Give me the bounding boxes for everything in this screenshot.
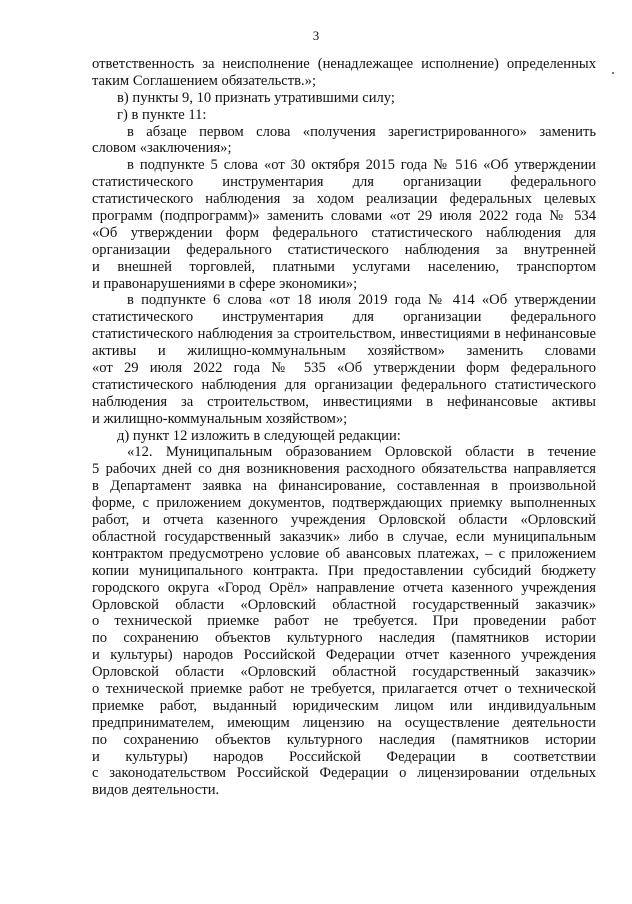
text-line: и правонарушениями в сфере экономики»; (92, 275, 358, 292)
text-line: приемке работ, выданный юридическим лицом или индивидуальным (92, 697, 596, 714)
text-line: копии муниципального контракта. При предоставлении субсидий бюджету (92, 562, 596, 579)
text-line: о технической приемке работ не требуется, прилагается отчет о технической (92, 680, 596, 697)
text-line: организации федерального статистического наблюдения за внутренней (92, 241, 596, 258)
text-line: программ (подпрограмм)» заменить словами «от 29 июля 2022 года № 534 (92, 208, 596, 225)
text-line: Орловской области «Орловский областной государственный заказчик» (92, 664, 596, 681)
text-line: «Об утверждении форм федерального статистического наблюдения для (92, 224, 596, 241)
text-line: 5 рабочих дней со дня возникновения расходного обязательства направляется (92, 461, 596, 478)
text-line: активы и жилищно-коммунальным хозяйством» заменить словами (92, 343, 596, 360)
text-line: статистического наблюдения для организации федерального статистического (92, 376, 596, 393)
text-line: в подпункте 5 слова «от 30 октября 2015 года № 516 «Об утверждении (127, 157, 596, 174)
text-line: контрактом предусмотрено условие об авансовых платежах, – с приложением (92, 545, 596, 562)
scan-speck (612, 72, 614, 74)
text-line: с законодательством Российской Федерации о лицензировании отдельных (92, 765, 596, 782)
text-line: работ, и отчета казенного учреждения Орловской области «Орловский (92, 512, 596, 529)
text-line: ответственность за неисполнение (ненадлежащее исполнение) определенных (92, 56, 596, 72)
text-line: в абзаце первом слова «получения зарегистрированного» заменить (127, 123, 596, 140)
text-line: видов деятельности. (92, 782, 220, 799)
text-line: таким Соглашением обязательств.»; (92, 72, 317, 89)
text-line: «12. Муниципальным образованием Орловской области в течение (127, 444, 596, 461)
text-line: о технической приемке работ не требуется. При проведении работ (92, 613, 596, 630)
text-line: по сохранению объектов культурного наследия (памятников истории (92, 630, 596, 647)
text-line: предпринимателем, имеющим лицензию на осуществление деятельности (92, 714, 596, 731)
text-line: и культуры) народов Российской Федерации отчет казенного учреждения (92, 647, 596, 664)
text-line: в Департамент заявка на финансирование, составленная в произвольной (92, 478, 596, 495)
document-body (92, 56, 596, 799)
text-line: Орловской области «Орловский областной государственный заказчик» (92, 596, 596, 613)
page-number: 3 (312, 28, 320, 43)
text-line: форме, с приложением документов, подтверждающих приемку выполненных (92, 495, 596, 512)
text-line: статистического инструментария для организации федерального (92, 309, 596, 326)
text-line: словом «заключения»; (92, 140, 232, 157)
text-line: статистического инструментария для организации федерального (92, 174, 596, 191)
text-line: статистического наблюдения за ходом реализации федеральных целевых (92, 191, 596, 208)
text-line: и жилищно-коммунальным хозяйством»; (92, 410, 348, 427)
text-line: городского округа «Город Орёл» направление отчета казенного учреждения (92, 579, 596, 596)
text-line: д) пункт 12 изложить в следующей редакции: (117, 427, 401, 444)
text-line: в) пункты 9, 10 признать утратившими силу; (117, 89, 395, 106)
text-line: «от 29 июля 2022 года № 535 «Об утверждении форм федерального (92, 360, 596, 377)
text-line: г) в пункте 11: (117, 106, 207, 123)
text-line: наблюдения за строительством, инвестициями в нефинансовые активы (92, 393, 596, 410)
text-line: по сохранению объектов культурного наследия (памятников истории (92, 731, 596, 748)
text-line: статистического наблюдения за строительством, инвестициями в нефинансовые (92, 326, 596, 343)
text-line: и культуры) народов Российской Федерации в соответствии (92, 748, 596, 765)
text-line: областной государственный заказчик» либо в случае, если муниципальным (92, 528, 596, 545)
text-line: и внешней торговлей, платными услугами населению, транспортом (92, 258, 596, 275)
text-line: в подпункте 6 слова «от 18 июля 2019 года № 414 «Об утверждении (127, 292, 596, 309)
